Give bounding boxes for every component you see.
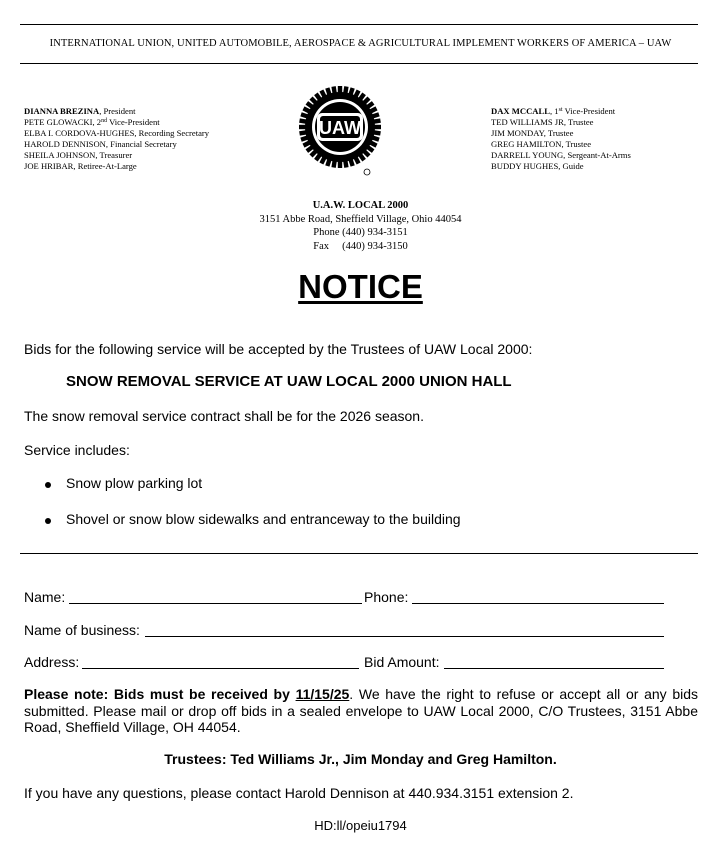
contact-line: If you have any questions, please contact Harold Dennison at 440.934.3151 extension 2. [24, 785, 574, 801]
section-rule [20, 553, 698, 554]
officer-entry: DARRELL YOUNG, Sergeant-At-Arms [491, 150, 631, 160]
business-name-field[interactable] [145, 636, 664, 637]
trustees-line: Trustees: Ted Williams Jr., Jim Monday and Greg Hamilton. [164, 751, 557, 767]
left-officers-list [24, 106, 209, 172]
right-officers-list [491, 106, 631, 172]
officer-entry: DAX MCCALL, 1st Vice-President [491, 106, 616, 116]
officer-entry: JIM MONDAY, Trustee [491, 128, 574, 138]
union-name: INTERNATIONAL UNION, UNITED AUTOMOBILE, AEROSPACE & AGRICULTURAL IMPLEMENT WORKERS OF AMERICA – UAW [49, 38, 672, 49]
reference-code: HD:ll/opeiu1794 [314, 818, 407, 833]
officer-entry: PETE GLOWACKI, 2nd Vice-President [24, 117, 160, 127]
phone-field[interactable] [412, 603, 664, 604]
local-address: 3151 Abbe Road, Sheffield Village, Ohio 44054 [259, 213, 462, 225]
officer-entry: SHEILA JOHNSON, Treasurer [24, 150, 133, 160]
bid-amount-field[interactable] [444, 668, 664, 669]
local-address-block [0, 199, 721, 253]
officer-entry: HAROLD DENNISON, Financial Secretary [24, 139, 177, 149]
contract-text: The snow removal service contract shall be for the 2026 season. [24, 408, 424, 424]
phone-label: Phone: [364, 589, 409, 605]
top-rule [20, 24, 698, 25]
local-phone: Phone (440) 934-3151 [313, 227, 408, 238]
officer-entry: BUDDY HUGHES, Guide [491, 161, 584, 171]
address-label: Address: [24, 654, 80, 670]
name-label: Name: [24, 589, 66, 605]
business-label: Name of business: [24, 622, 140, 638]
notice-title: NOTICE [298, 268, 423, 305]
local-name: U.A.W. LOCAL 2000 [312, 200, 409, 211]
officer-entry: JOE HRIBAR, Retiree-At-Large [24, 161, 137, 171]
local-fax: Fax (440) 934-3150 [313, 240, 408, 252]
officer-entry: GREG HAMILTON, Trustee [491, 139, 592, 149]
name-field[interactable] [69, 603, 362, 604]
service-title: SNOW REMOVAL SERVICE AT UAW LOCAL 2000 UNION HALL [66, 373, 512, 390]
address-field[interactable] [82, 668, 359, 669]
intro-text: Bids for the following service will be accepted by the Trustees of UAW Local 2000: [24, 341, 533, 357]
officer-entry: ELBA I. CORDOVA-HUGHES, Recording Secretary [24, 128, 210, 138]
uaw-gear-icon [297, 80, 383, 180]
bullet-icon [45, 518, 51, 524]
bid-amount-label: Bid Amount: [364, 654, 440, 670]
deadline-note: Please note: Bids must be received by 11/15/25. We have the right to refuse or accept all or any bids submitted. Please mail or drop off bids in a sealed envelope to UAW Local 2000, C/O Trustees, 3151 Abbe Road, Sheffield Village, OH 44054. [24, 686, 699, 735]
header-rule [20, 63, 698, 64]
officer-entry: TED WILLIAMS JR, Trustee [491, 117, 594, 127]
bullet-icon [45, 482, 51, 488]
officer-entry: DIANNA BREZINA, President [24, 106, 136, 116]
logo-text: UAW [319, 118, 361, 138]
includes-label: Service includes: [24, 442, 130, 458]
uaw-logo [297, 80, 383, 180]
